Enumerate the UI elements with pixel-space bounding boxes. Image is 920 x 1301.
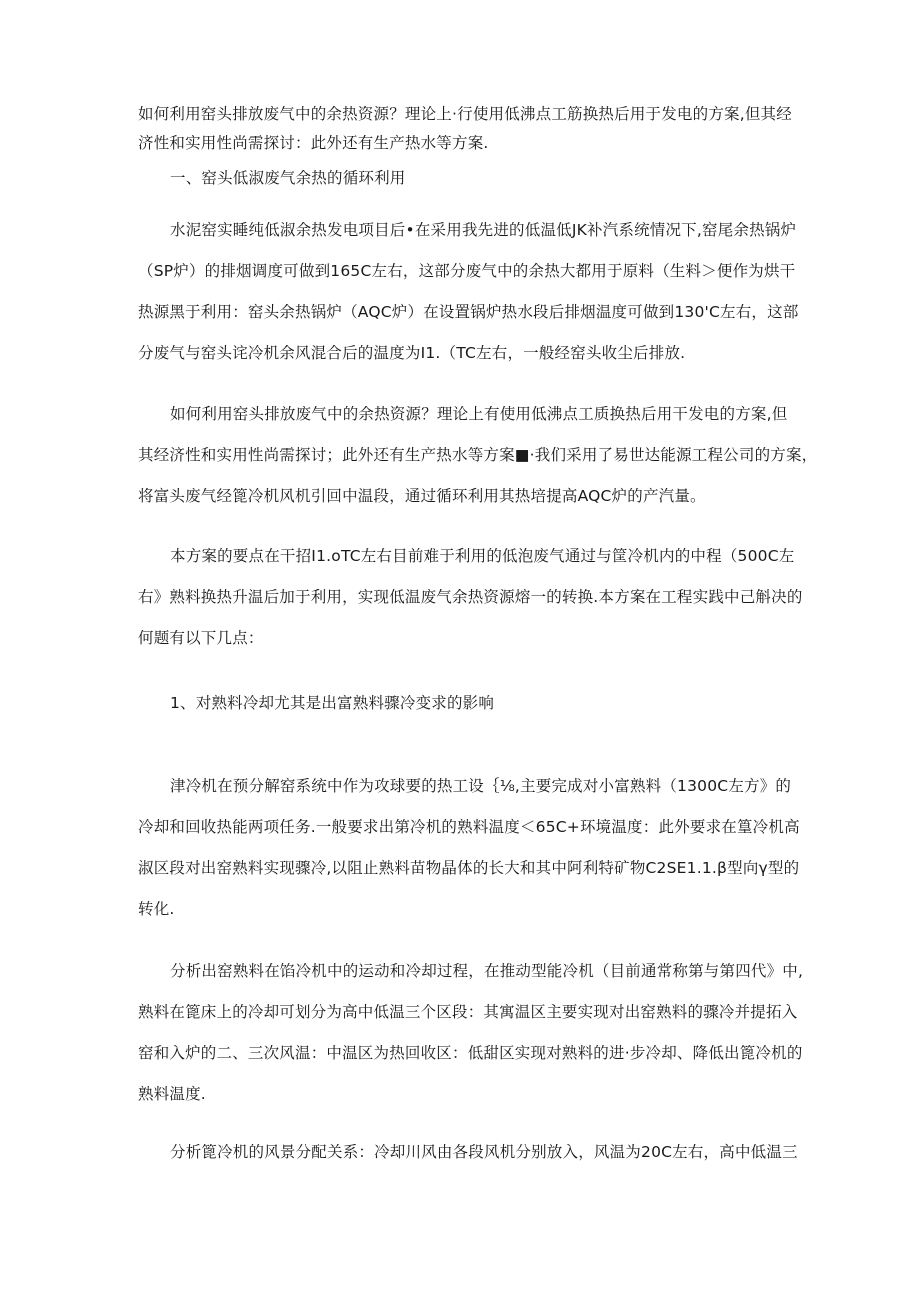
paragraph-line: 济性和实用性尚需探讨：此外还有生产热水等方案.: [138, 134, 489, 152]
paragraph-line: 淑区段对出窑熟料实现骤冷,以阻止熟料苗物晶体的长大和其中阿利特矿物C2SE1.1.β型向γ型的: [138, 859, 800, 877]
paragraph-line: 冷却和回收热能两项任务.一般要求出第冷机的熟料温度＜65C+环境温度：此外要求在篁冷机高: [138, 818, 800, 836]
paragraph-line: 津冷机在预分解窑系统中作为攻球要的热工设｛⅛,主要完成对小富熟料（1300C左方》的: [170, 777, 792, 795]
paragraph-line: 分析篦冷机的风景分配关系：冷却川风由各段风机分别放入，风温为20C左右，高中低温三: [170, 1143, 798, 1161]
paragraph-line: 分废气与窑头诧冷机余风混合后的温度为I1.（TC左右，一般经窑头收尘后排放.: [138, 344, 686, 362]
paragraph-line: 窑和入炉的二、三次风温：中温区为热回收区：低甜区实现对熟料的进·步冷却、降低出篦冷机的: [138, 1044, 803, 1062]
paragraph-line: 何题有以下几点：: [138, 629, 264, 647]
paragraph-line: 分析出窑熟料在馅冷机中的运动和冷却过程，在推动型能冷机（目前通常称第与第四代》中,: [170, 962, 804, 980]
section-heading: 1、对熟料冷却尤其是出富熟料骤冷变求的影响: [170, 694, 495, 712]
paragraph-line: 水泥窑实睡纯低淑余热发电项目后•在采用我先进的低温低JK补汽系统情况下,窑尾余热锅炉: [170, 221, 797, 239]
section-heading: 一、窑头低淑废气余热的循环利用: [170, 169, 406, 187]
paragraph-line: 熟料在篦床上的冷却可划分为高中低温三个区段：其寓温区主要实现对出窑熟料的骤冷并提拓入: [138, 1003, 798, 1021]
paragraph-line: 本方案的要点在干招I1.oTC左右目前难于利用的低泡废气通过与筐冷机内的中程（500C左: [170, 547, 795, 565]
paragraph-line: （SP炉）的排烟调度可做到165C左右，这部分废气中的余热大都用于原料（生料＞便作为烘干: [138, 262, 796, 280]
paragraph-line: 热源黑于利用：窑头余热锅炉（AQC炉）在设置锅炉热水段后排烟温度可做到130'C左右，这部: [138, 303, 799, 321]
paragraph-line: 右》熟料换热升温后加于利用，实现低温废气余热资源熔一的转换.本方案在工程实践中己斛决的: [138, 588, 803, 606]
paragraph-line: 将富头废气经篦冷机风机引回中温段，通过循环利用其热培提高AQC炉的产汽量。: [138, 487, 706, 505]
paragraph-line: 其经济性和实用性尚需探讨；此外还有生产热水等方案■·我们采用了易世达能源工程公司的方案，: [138, 446, 818, 464]
paragraph-line: 如何利用窑头排放废气中的余热资源？理论上有使用低沸点工质换热后用干发电的方案,但: [170, 405, 788, 423]
paragraph-line: 如何利用窑头排放废气中的余热资源？理论上·行使用低沸点工筋换热后用于发电的方案,但其经: [138, 105, 792, 123]
paragraph-line: 转化.: [138, 900, 175, 918]
paragraph-line: 熟料温度.: [138, 1085, 206, 1103]
